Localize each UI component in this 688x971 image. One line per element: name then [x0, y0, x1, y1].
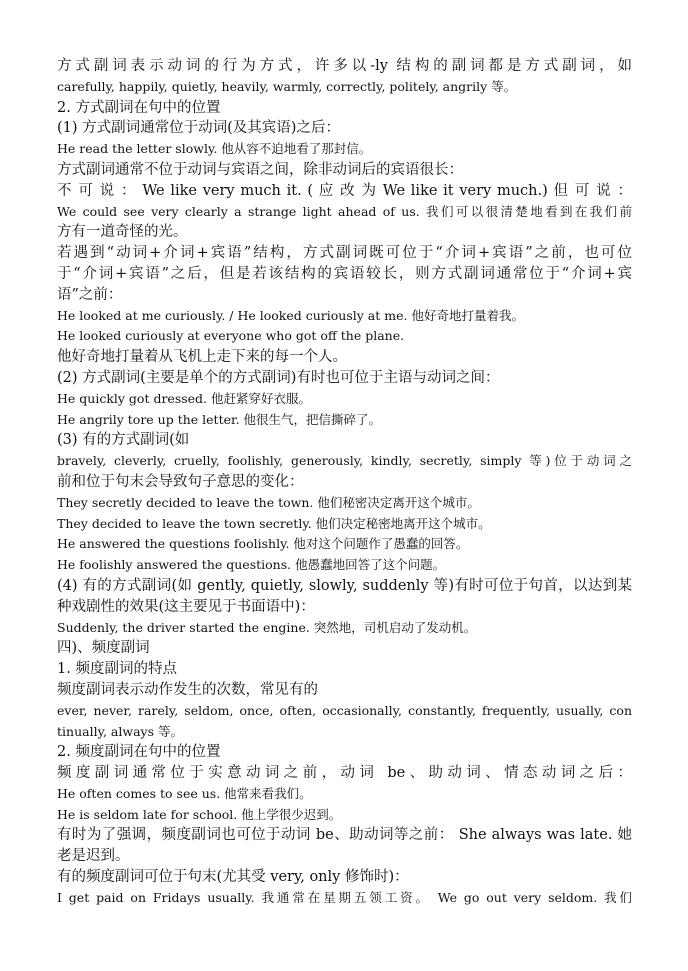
text-line: 有时为了强调，频度副词也可位于动词 be、助动词等之前： She always was late. 她 [57, 827, 632, 844]
text-line: 不 可 说 ： We like very much it. ( 应 改 为 We like it very much.) 但 可 说 ： [57, 182, 632, 199]
text-line: ever, never, rarely, seldom, once, often, occasionally, constantly, frequently, usually, con [57, 702, 632, 718]
text-line: 语”之前： [57, 286, 123, 303]
text-line: We could see very clearly a strange light ahead of us. 我们可以很清楚地看到在我们前 [57, 203, 632, 219]
text-line: 2. 频度副词在句中的位置 [57, 744, 221, 761]
text-line: bravely, cleverly, cruelly, foolishly, generously, kindly, secretly, simply 等)位于动词之 [57, 453, 632, 469]
text-line: 2. 方式副词在句中的位置 [57, 99, 221, 116]
text-line: (1) 方式副词通常位于动词(及其宾语)之后： [57, 120, 340, 137]
text-line: He often comes to see us. 他常来看我们。 [57, 785, 312, 801]
text-line: 方有一道奇怪的光。 [57, 224, 188, 241]
text-line: 四)、频度副词 [57, 640, 150, 657]
text-line: They decided to leave the town secretly. 他们决定秘密地离开这个城市。 [57, 515, 491, 531]
text-line: (3) 有的方式副词(如 [57, 432, 190, 449]
text-line: He is seldom late for school. 他上学很少迟到。 [57, 806, 342, 822]
text-line: 种戏剧性的效果(这主要见于书面语中)： [57, 598, 315, 615]
text-line: 方式副词通常不位于动词与宾语之间，除非动词后的宾语很长： [57, 161, 463, 178]
text-line: 频度副词通常位于实意动词之前，动词 be、助动词、情态动词之后： [57, 765, 632, 782]
text-line: 方式副词表示动词的行为方式，许多以-ly 结构的副词都是方式副词，如 [57, 58, 632, 74]
text-line: 若遇到“动词+介词+宾语”结构，方式副词既可位于“介词+宾语”之前，也可位 [57, 245, 632, 262]
text-line: 他好奇地打量着从飞机上走下来的每一个人。 [57, 349, 347, 366]
text-line: He looked curiously at everyone who got off the plane. [57, 328, 405, 344]
text-line: He angrily tore up the letter. 他很生气，把信撕碎了。 [57, 411, 382, 427]
text-line: He quickly got dressed. 他赶紧穿好衣服。 [57, 390, 312, 406]
text-line: 有的频度副词可位于句末(尤其受 very, only 修饰时)： [57, 869, 409, 886]
text-line: He foolishly answered the questions. 他愚蠢地回答了这个问题。 [57, 557, 446, 573]
text-line: (2) 方式副词(主要是单个的方式副词)有时也可位于主语与动词之间： [57, 369, 500, 386]
text-line: He answered the questions foolishly. 他对这个问题作了愚蠢的回答。 [57, 536, 469, 552]
text-line: Suddenly, the driver started the engine. 突然地，司机启动了发动机。 [57, 619, 477, 635]
text-line: I get paid on Fridays usually. 我通常在星期五领工资。 We go out very seldom. 我们 [57, 889, 632, 905]
text-line: tinually, always 等。 [57, 723, 183, 739]
text-line: 于“介词+宾语”之后，但是若该结构的宾语较长，则方式副词通常位于“介词+宾 [57, 265, 632, 282]
text-line: (4) 有的方式副词(如 gently, quietly, slowly, suddenly 等)有时可位于句首，以达到某 [57, 577, 632, 594]
text-line: 1. 频度副词的特点 [57, 661, 177, 678]
text-line: 前和位于句末会导致句子意思的变化： [57, 473, 304, 490]
text-line: 频度副词表示动作发生的次数，常见有的 [57, 681, 318, 698]
text-line: They secretly decided to leave the town. 他们秘密决定离开这个城市。 [57, 494, 480, 510]
text-line: He read the letter slowly. 他从容不迫地看了那封信。 [57, 141, 372, 157]
text-line: He looked at me curiously. / He looked curiously at me. 他好奇地打量着我。 [57, 307, 524, 323]
text-line: 老是迟到。 [57, 848, 130, 865]
text-line: carefully, happily, quietly, heavily, warmly, correctly, politely, angrily 等。 [57, 78, 517, 94]
document-body [57, 56, 632, 909]
